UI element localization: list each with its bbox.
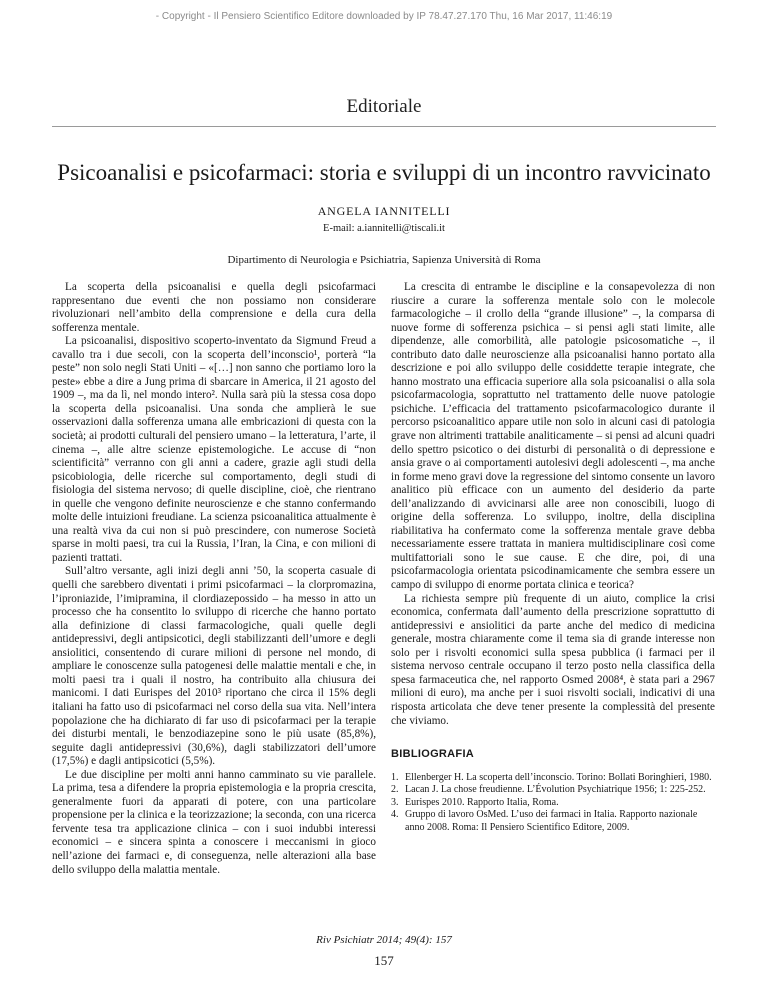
author-name: ANGELA IANNITELLI xyxy=(317,204,451,218)
reference-number: 2. xyxy=(391,784,399,796)
author-affiliation: Dipartimento di Neurologia e Psichiatria, Sapienza Università di Roma xyxy=(227,254,541,266)
left-column xyxy=(52,281,376,877)
bibliography-item xyxy=(391,784,715,797)
article-title: Psicoanalisi e psicofarmaci: storia e sviluppi di un incontro ravvicinato xyxy=(57,160,711,185)
paragraph: La crescita di entrambe le discipline e la consapevolezza di non riuscire a curare la sofferenza mentale solo con le molecole farmacologiche – il crollo della “grande illusione” –, la comparsa di nuove forme di sofferenza psichica – si pensi agli stati limite, alle dipendenze, alle comorbilità, alle patologie psicosomatiche –, il contributo dato dalle neuroscienze alla psicoanalisi hanno portato alla descrizione e poi allo sviluppo delle cosiddette terapie integrate, che hanno mostrato una efficacia superiore alla sola psicoanalisi o alla sola psicofarmacologia, soprattutto nel trattamento delle nuove patologie psichiche. L’efficacia del trattamento psicofarmacologico durante il percorso psicoanalitico appare utile non solo in alcuni casi di patologia grave non altrimenti trattabile analiticamente – si pensi ad alcuni quadri dello spettro psicotico o dei disturbi di personalità o di depressione e ansia grave o ai comportamenti autolesivi degli adolescenti –, ma anche in forme meno gravi dove la regressione del sintomo consente un lavoro analitico più efficace con un aumento del desiderio da parte dell’analizzando di avvicinarsi alle aree non conoscibili, luogo di origine della sofferenza. Lo sviluppo, inoltre, della disciplina riabilitativa ha confermato come la sofferenza mentale grave debba necessariamente essere trattata in maniera multidisciplinare così come multifattoriali sono le sue cause. E che dire, poi, di una psicofarmacologia orientata psicodinamicamente che sembra essere un campo di sviluppo di enorme portata clinica e teorica? xyxy=(391,281,715,592)
reference-number: 3. xyxy=(391,796,399,808)
reference-text: Lacan J. La chose freudienne. L’Évolution Psychiatrique 1956; 1: 225-252. xyxy=(405,784,706,796)
paragraph: Le due discipline per molti anni hanno camminato su vie parallele. La prima, tesa a difendere la propria epistemologia e la propria crescita, generalmente fuori da apparati di potere, con una particolare propensione per la clinica e la teorizzazione; la seconda, con una ricerca fervente tesa tra applicazione clinica – con i suoi indubbi interessi economici – e sincera spinta a conoscere i meccanismi in gioco nell’azione dei farmaci e, di conseguenza, nelle alterazioni alla base dello sviluppo della malattia mentale. xyxy=(52,768,376,876)
reference-text: Gruppo di lavoro OsMed. L’uso dei farmaci in Italia. Rapporto nazionale anno 2008. Roma: Il Pensiero Scientifico Editore, 2009. xyxy=(405,809,698,833)
copyright-notice: - Copyright - Il Pensiero Scientifico Editore downloaded by IP 78.47.27.170 Thu, 16 Mar 2017, 11:46:19 xyxy=(155,11,613,22)
reference-number: 4. xyxy=(391,809,399,821)
paragraph: La psicoanalisi, dispositivo scoperto-inventato da Sigmund Freud a cavallo tra i due secoli, con la scoperta dell’inconscio¹, porterà “la peste” non solo negli Stati Uniti – «[…] non sanno che portiamo loro la peste» ebbe a dire a Jung prima di sbarcare in America, il 21 agosto del 1909 –, ma da lì, nel mondo intero². Nulla sarà più la stessa cosa dopo la scoperta della psicoanalisi. Una sonda che amplierà le sue osservazioni dalla sofferenza umana alle embricazioni di questa con la società; ai prodotti culturali del pensiero umano – la letteratura, l’arte, il cinema –, alle altre scienze epistemologiche. Le accuse di “non scientificità” verranno con gli anni a cadere, grazie agli studi della psicobiologia, delle ricerche sul comportamento, degli studi di fisiologia del sistema nervoso; di quelle discipline, cioè, che rientrano in quelle che vengono definite neuroscienze e che stanno confermando molte delle intuizioni freudiane. La scienza psicoanalitica attualmente è una realtà viva da cui non si può prescindere, con numerose Società sparse in molti paesi, tra cui la Russia, l’Iran, la Cina, e con milioni di pazienti trattati. xyxy=(52,335,376,564)
journal-citation: Riv Psichiatr 2014; 49(4): 157 xyxy=(316,934,452,946)
reference-number: 1. xyxy=(391,771,399,783)
reference-text: Eurispes 2010. Rapporto Italia, Roma. xyxy=(405,796,559,808)
bibliography-item xyxy=(391,772,715,785)
paragraph: La scoperta della psicoanalisi e quella degli psicofarmaci rappresentano due eventi che non possiamo non considerare rivoluzionari nell’ambito della comprensione e della cura della sofferenza mentale. xyxy=(52,281,376,334)
reference-text: Ellenberger H. La scoperta dell’inconscio. Torino: Bollati Boringhieri, 1980. xyxy=(405,771,712,783)
bibliography-item xyxy=(391,809,715,834)
right-column xyxy=(391,281,715,835)
paragraph: La richiesta sempre più frequente di un aiuto, complice la crisi economica, confermata dall’aumento della prescrizione soprattutto di antidepressivi e ansiolitici da parte anche del medico di medicina generale, mostra chiaramente come il tema sia di grande interesse non solo per i risvolti economici sulla spesa pubblica (i farmaci per il sistema nervoso centrale occupano il terzo posto nella classifica della spesa farmaceutica che, nel rapporto Osmed 2008⁴, è stata pari a 2967 milioni di euro), ma anche per i suoi risvolti sociali, indicativi di una risposta articolata che deve tener presente la complessità del presente che viviamo. xyxy=(391,592,715,727)
page-number: 157 xyxy=(374,953,394,968)
bibliography-item xyxy=(391,797,715,810)
bibliography-heading: BIBLIOGRAFIA xyxy=(391,748,475,761)
section-label: Editoriale xyxy=(346,96,422,117)
section-divider xyxy=(52,126,716,127)
bibliography-list xyxy=(391,772,715,835)
paragraph: Sull’altro versante, agli inizi degli anni ’50, la scoperta casuale di quelli che sarebbero diventati i primi psicofarmaci – la clorpromazina, l’iproniazide, l’imipramina, il clordiazepossido – ha messo in atto un processo che ha consentito lo sviluppo di ricerche che hanno portato alla definizione di classi farmacologiche, quali quelle degli antidepressivi, degli antipsicotici, degli stabilizzanti dell’umore e degli ansiolitici, consentendo di curare milioni di persone nel mondo, di ampliare le conoscenze sulla patogenesi delle malattie mentali e che, in molti paesi tra i quali il nostro, ha contribuito alla chiusura dei manicomi. I dati Eurispes del 2010³ riportano che circa il 15% degli italiani ha fatto uso di psicofarmaci nel corso della sua vita. Nell’intera popolazione che ha dichiarato di far uso di psicofarmaci per la terapie dei disturbi mentali, le benzodiazepine sono le più usate (85,8%), seguite dagli antidepressivi (30,6%), dagli stabilizzatori dell’umore (17,5%) e dagli antipsicotici (5,5%). xyxy=(52,565,376,768)
author-email[interactable]: E-mail: a.iannitelli@tiscali.it xyxy=(323,223,445,234)
